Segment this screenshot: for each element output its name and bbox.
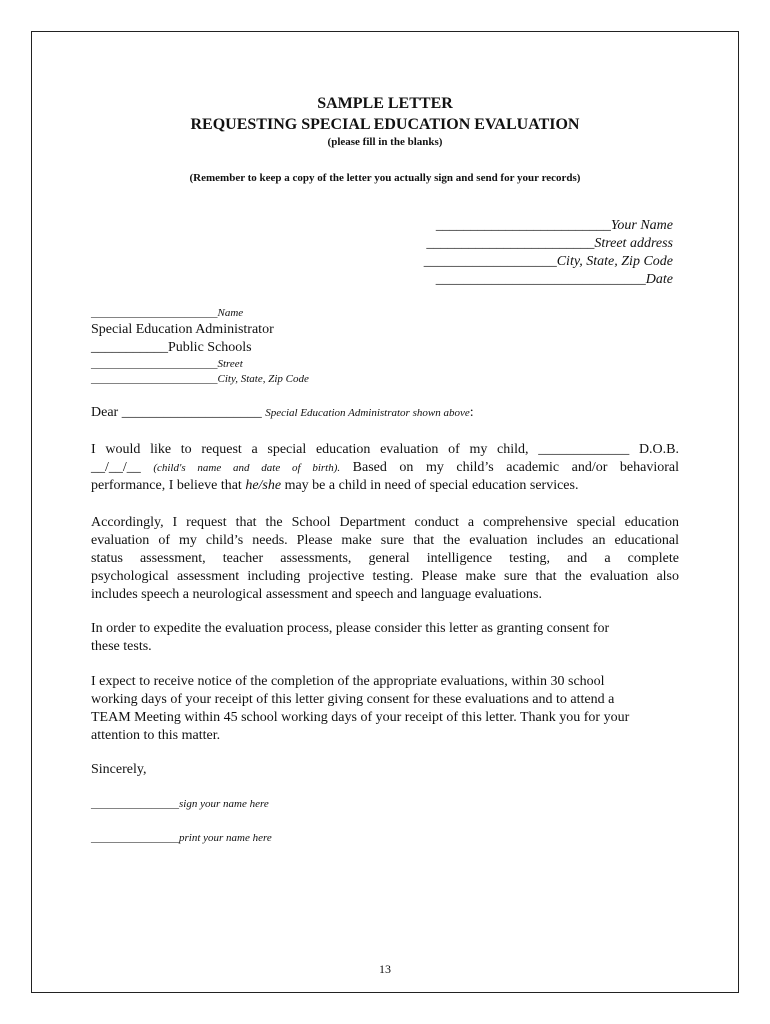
recipient-name-label: Name — [217, 307, 244, 319]
salutation-note: Special Education Administrator shown above — [265, 407, 470, 419]
recipient-city-line[interactable] — [91, 373, 309, 385]
sender-date-line[interactable] — [436, 272, 673, 288]
sender-street-line[interactable] — [426, 236, 673, 252]
p1-dob-blank: __/__/__ — [91, 460, 141, 475]
recipient-title: Special Education Administrator — [91, 322, 274, 337]
sender-street-blank: ________________________ — [426, 236, 595, 251]
paragraph-2 — [91, 514, 679, 604]
p3-line-1: In order to expedite the evaluation process, please consider this letter as granting consent for — [91, 621, 610, 636]
sender-street-label: Street address — [594, 236, 673, 251]
p2-line-2: evaluation of my child’s needs. Please make sure that the evaluation includes an educational — [91, 533, 679, 548]
recipient-city-label: City, State, Zip Code — [217, 373, 309, 385]
print-name-blank: ________________ — [91, 832, 179, 844]
page-number: 13 — [379, 962, 391, 976]
sender-city-blank: ___________________ — [423, 254, 557, 269]
p1-line-2 — [91, 459, 679, 477]
sender-name-blank: _________________________ — [435, 218, 611, 233]
p1-line-1: I would like to request a special education evaluation of my child, _____________ D.O.B. — [91, 442, 679, 457]
sender-name-label: Your Name — [610, 218, 673, 233]
recipient-street-line[interactable] — [91, 358, 243, 370]
reminder-note: (Remember to keep a copy of the letter you actually sign and send for your records) — [189, 172, 581, 184]
salutation[interactable] — [91, 405, 474, 421]
subtitle: (please fill in the blanks) — [327, 136, 443, 148]
salutation-colon: : — [469, 405, 474, 420]
sender-date-blank: ______________________________ — [435, 272, 646, 287]
p4-line-3: TEAM Meeting within 45 school working days of your receipt of this letter. Thank you for your — [91, 710, 630, 725]
p2-line-3: status assessment, teacher assessments, general intelligence testing, and a complete — [91, 551, 679, 566]
p1-line-3 — [91, 477, 679, 495]
paragraph-3 — [91, 620, 679, 656]
p2-line-1: Accordingly, I request that the School Department conduct a comprehensive special education — [91, 515, 679, 530]
p1-paren-note: (child's name and date of birth). — [153, 462, 341, 474]
p4-line-2: working days of your receipt of this letter giving consent for these evaluations and to attend a — [91, 692, 615, 707]
sender-city-label: City, State, Zip Code — [556, 254, 673, 269]
p1-line-3-a: performance, I believe that — [91, 478, 246, 493]
p1-line-3-em: he/she — [245, 478, 282, 493]
p4-line-4: attention to this matter. — [91, 728, 221, 743]
p3-line-2: these tests. — [91, 639, 152, 654]
closing-sincerely: Sincerely, — [91, 762, 147, 777]
title-line-2: REQUESTING SPECIAL EDUCATION EVALUATION — [190, 116, 580, 133]
recipient-schools-line[interactable] — [91, 340, 252, 356]
salutation-dear: Dear — [91, 405, 119, 420]
print-name-label: print your name here — [179, 832, 272, 844]
title-line-1: SAMPLE LETTER — [317, 95, 453, 112]
p4-line-1: I expect to receive notice of the completion of the appropriate evaluations, within 30 school — [91, 674, 605, 689]
recipient-city-blank: _______________________ — [91, 373, 218, 385]
p2-line-4: psychological assessment including projective testing. Please make sure that the evaluation also — [91, 569, 679, 584]
paragraph-4 — [91, 673, 679, 745]
signature-line[interactable] — [91, 798, 269, 810]
signature-label: sign your name here — [179, 798, 269, 810]
recipient-name-line[interactable] — [91, 307, 243, 319]
paragraph-1 — [91, 441, 679, 495]
p1-line-2-rest: Based on my child’s academic and/or behavioral — [352, 460, 679, 475]
signature-blank: ________________ — [91, 798, 179, 810]
recipient-street-blank: _______________________ — [91, 358, 218, 370]
salutation-blank: ____________________ — [121, 405, 262, 420]
recipient-schools-label: Public Schools — [168, 340, 252, 355]
sender-city-line[interactable] — [424, 254, 673, 270]
recipient-schools-blank: ___________ — [91, 340, 168, 355]
recipient-street-label: Street — [217, 358, 243, 370]
sender-name-line[interactable] — [436, 218, 673, 234]
print-name-line[interactable] — [91, 832, 272, 844]
p2-line-5: includes speech a neurological assessment and speech and language evaluations. — [91, 587, 542, 602]
sender-date-label: Date — [645, 272, 673, 287]
recipient-name-blank: _______________________ — [91, 307, 218, 319]
p1-line-3-b: may be a child in need of special education services. — [281, 478, 579, 493]
